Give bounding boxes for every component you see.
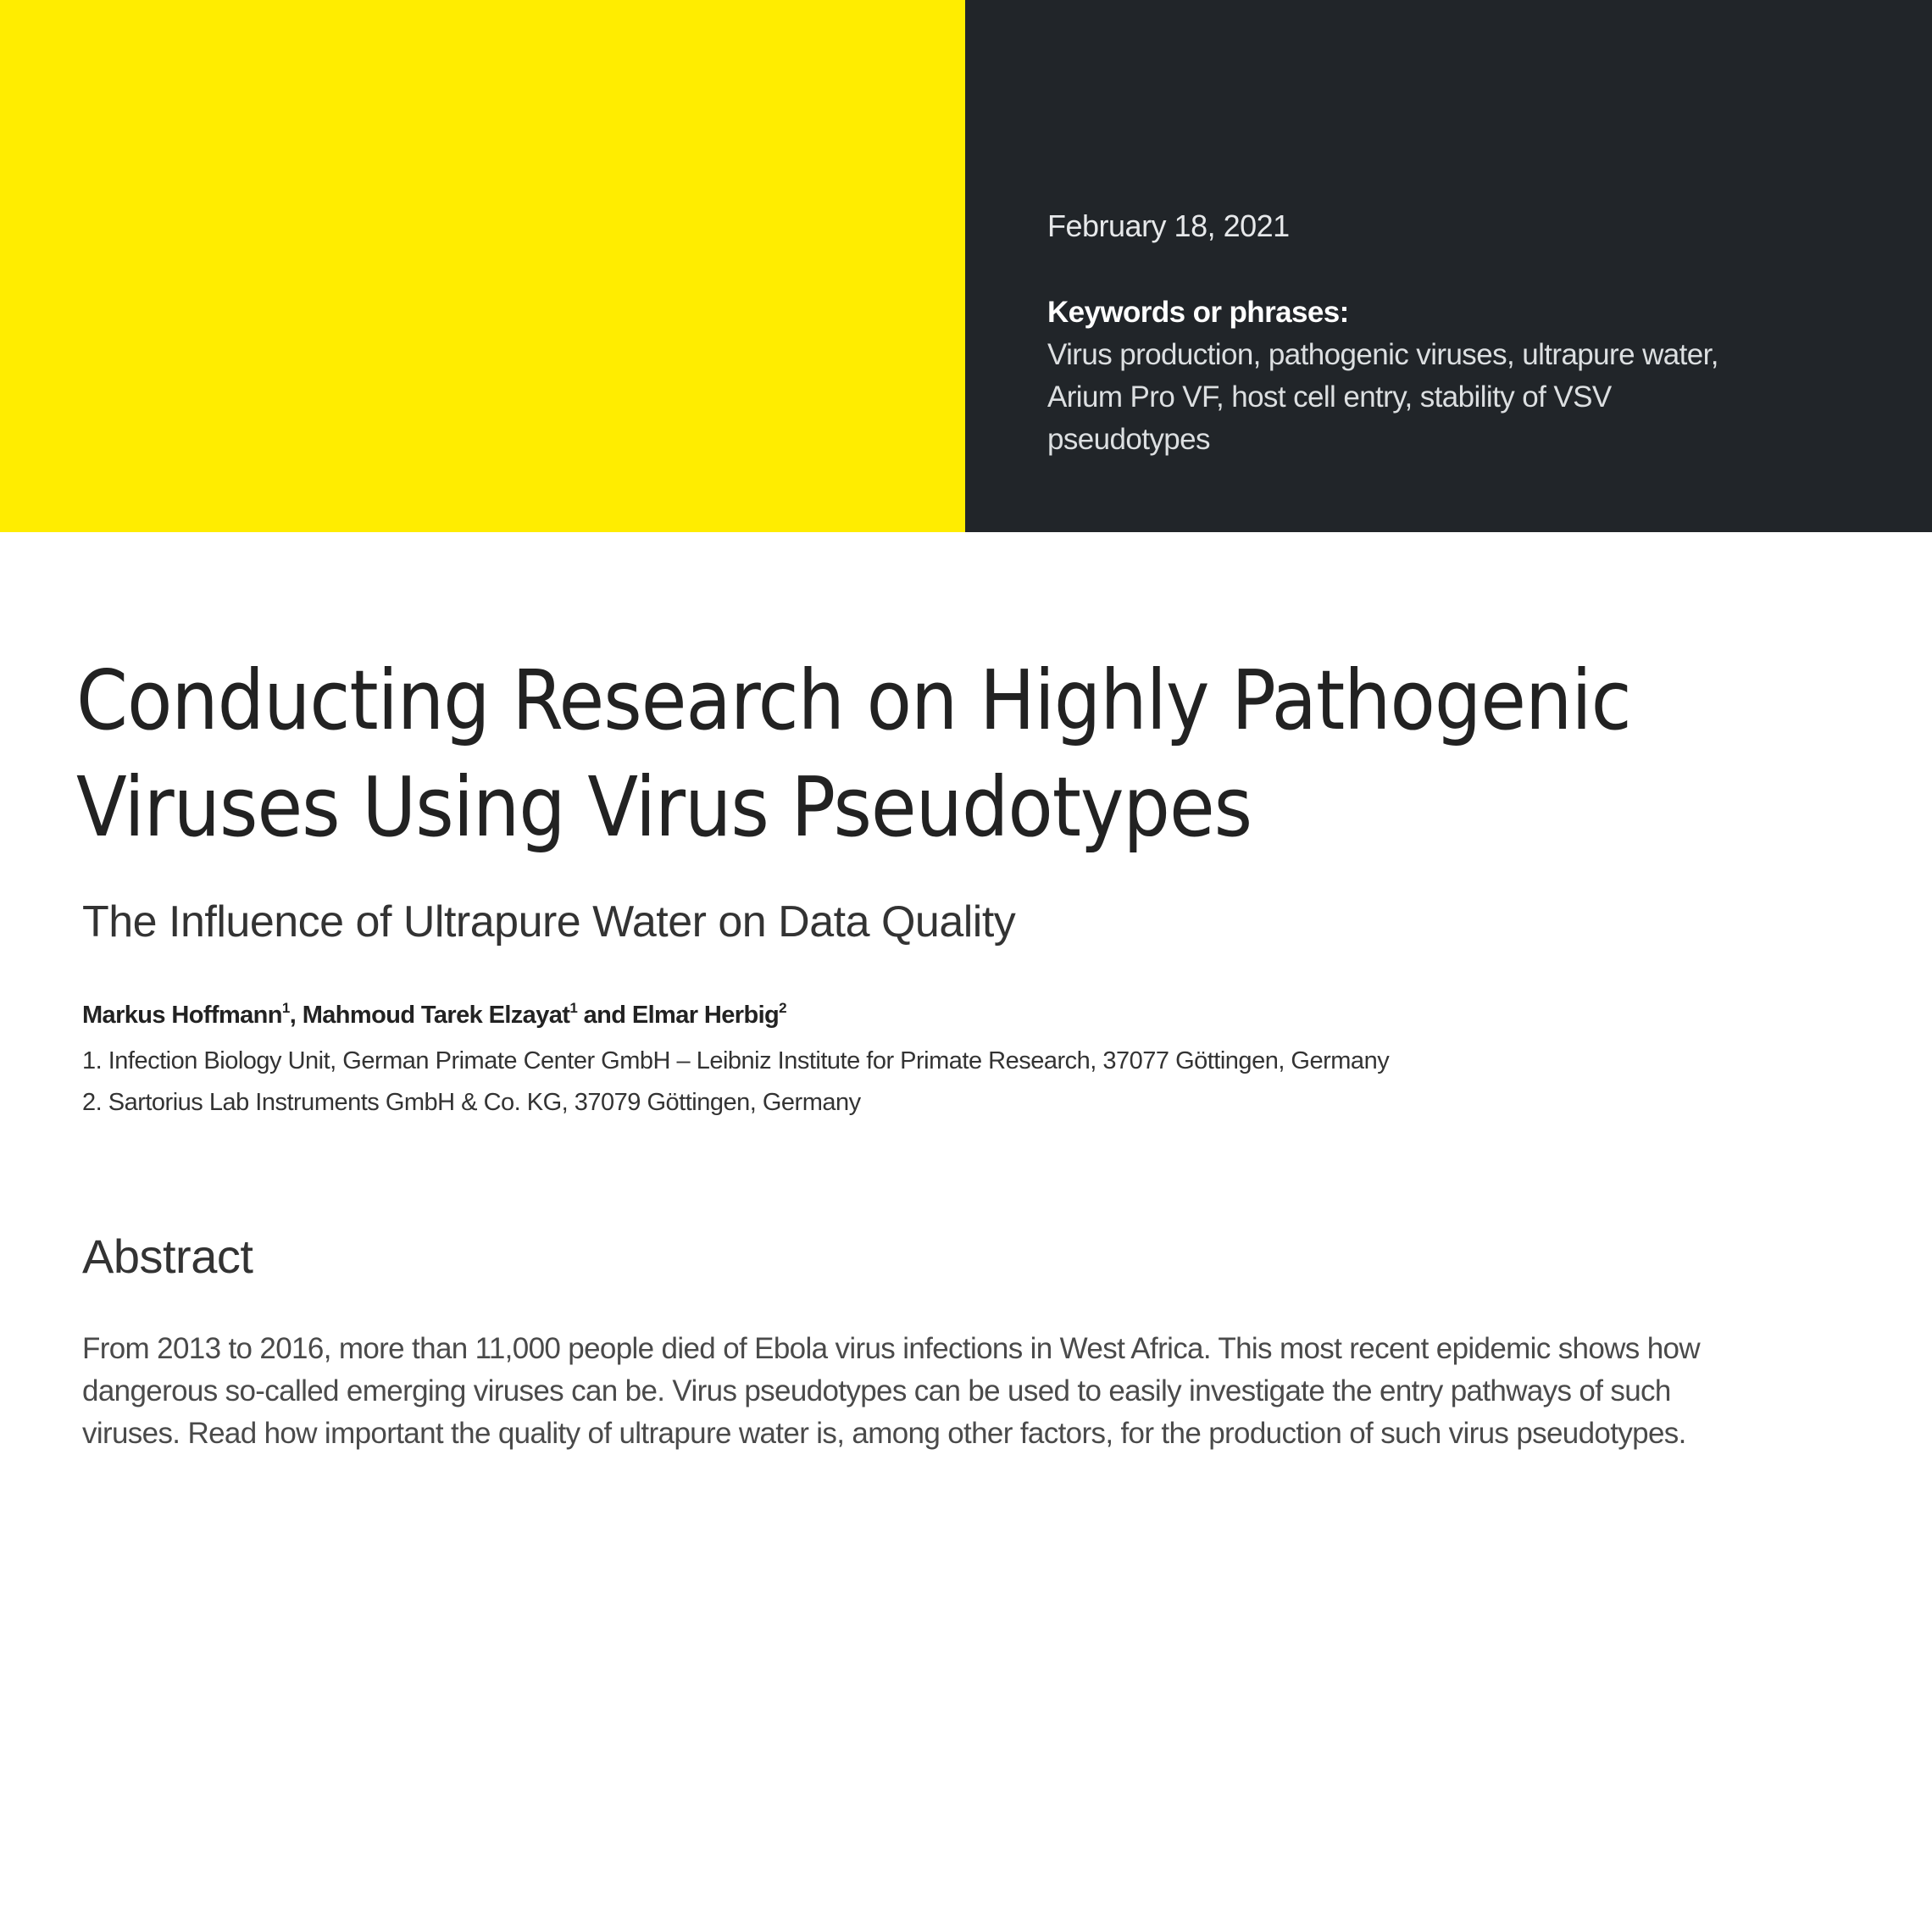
header-band bbox=[0, 0, 1932, 532]
author-separator: , bbox=[289, 1002, 303, 1029]
abstract-line: From 2013 to 2016, more than 11,000 people died of Ebola virus infections in West Africa. This most recent epidemic shows how bbox=[82, 1332, 1700, 1365]
author-affiliation-mark: 2 bbox=[779, 1000, 787, 1016]
brand-color-block bbox=[0, 0, 965, 532]
title-line-2: Viruses Using Virus Pseudotypes bbox=[76, 759, 1252, 855]
title-line-1: Conducting Research on Highly Pathogenic bbox=[76, 652, 1631, 748]
author-list bbox=[82, 1000, 786, 1030]
affiliation-item: 2. Sartorius Lab Instruments GmbH & Co. KG, 37079 Göttingen, Germany bbox=[82, 1089, 861, 1116]
author-affiliation-mark: 1 bbox=[569, 1000, 578, 1016]
author-name: Mahmoud Tarek Elzayat bbox=[302, 1002, 570, 1029]
abstract-body bbox=[82, 1328, 1853, 1455]
meta-panel bbox=[965, 0, 1932, 532]
keywords-section bbox=[1047, 291, 1810, 461]
affiliation-list bbox=[82, 1041, 1389, 1124]
author-name: Markus Hoffmann bbox=[82, 1002, 282, 1029]
abstract-line: viruses. Read how important the quality of ultrapure water is, among other factors, for the production of such virus pseudotypes. bbox=[82, 1417, 1686, 1450]
abstract-line: dangerous so-called emerging viruses can be. Virus pseudotypes can be used to easily investigate the entry pathways of such bbox=[82, 1374, 1671, 1407]
keywords-text: Virus production, pathogenic viruses, ultrapure water, Arium Pro VF, host cell entry, stability of VSV pseudotypes bbox=[1047, 338, 1718, 456]
author-name: Elmar Herbig bbox=[631, 1002, 780, 1029]
keywords-heading: Keywords or phrases: bbox=[1047, 296, 1349, 329]
affiliation-item: 1. Infection Biology Unit, German Primate Center GmbH – Leibniz Institute for Primate Research, 37077 Göttingen, Germany bbox=[82, 1047, 1390, 1074]
author-separator: and bbox=[577, 1002, 632, 1029]
abstract-heading: Abstract bbox=[82, 1230, 253, 1283]
document-subtitle: The Influence of Ultrapure Water on Data Quality bbox=[82, 897, 1016, 947]
document-title bbox=[76, 647, 1856, 861]
author-affiliation-mark: 1 bbox=[281, 1000, 290, 1016]
publication-date: February 18, 2021 bbox=[1047, 208, 1290, 243]
